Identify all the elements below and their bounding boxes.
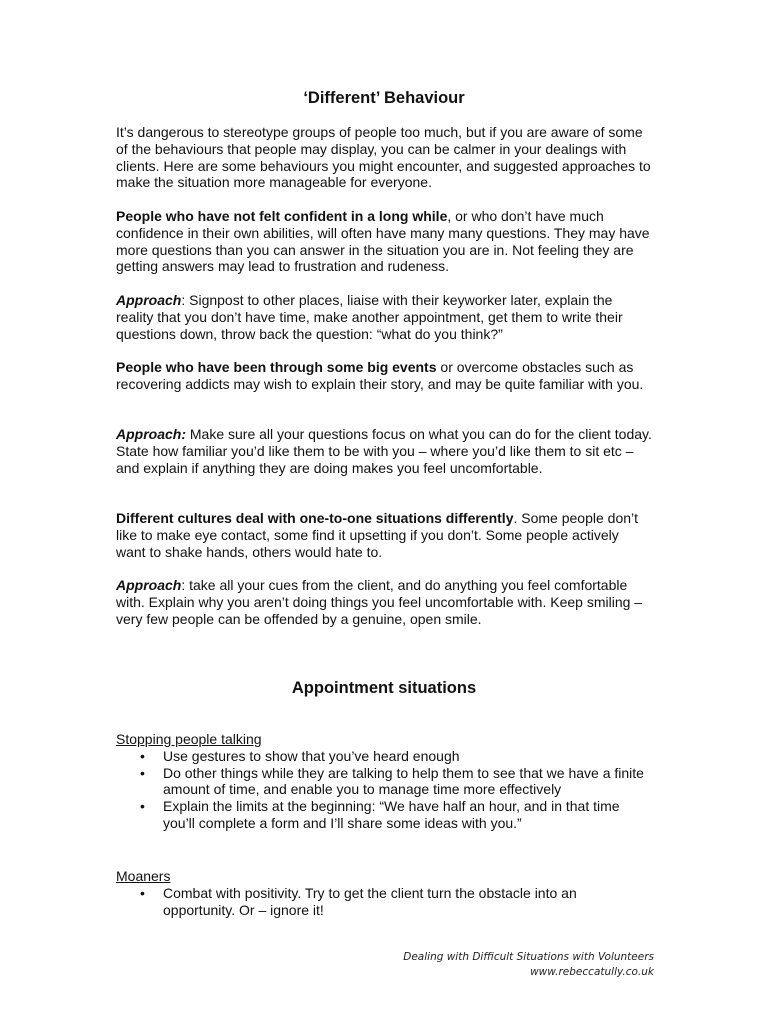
footer-url: www.rebeccatully.co.uk — [530, 966, 654, 978]
behaviour-text: . Some people don’t like to make eye contact, some find it upsetting if you don’t. Some people actively want to shake hands, others would hate to. — [116, 510, 639, 560]
section-title-appointment-situations: Appointment situations — [291, 679, 477, 697]
approach-label: Approach: — [116, 426, 186, 442]
approach-paragraph-1 — [116, 292, 652, 342]
behaviour-lead: People who have been through some big events — [116, 359, 437, 375]
approach-label: Approach — [116, 292, 182, 308]
approach-paragraph-3 — [116, 577, 652, 627]
approach-text: : Signpost to other places, liaise with their keyworker later, explain the reality that you don’t have time, make another appointment, get them to write their questions down, throw back the question: “what do you think?” — [116, 292, 623, 342]
behaviour-paragraph-2 — [116, 359, 652, 393]
bullet-list — [116, 748, 652, 832]
group-stopping-people-talking — [116, 731, 652, 832]
list-item: • Combat with positivity. Try to get the client turn the obstacle into an opportunity. Or – ignore it! — [140, 884, 577, 918]
bullet-icon: • — [140, 798, 145, 815]
behaviour-lead: Different cultures deal with one-to-one situations differently — [116, 510, 514, 526]
behaviour-lead: People who have not felt confident in a long while — [116, 208, 448, 224]
approach-paragraph-2 — [116, 426, 652, 476]
bullet-list — [116, 885, 652, 919]
behaviour-paragraph-3 — [116, 510, 652, 560]
list-item: • Use gestures to show that you’ve heard enough — [140, 747, 460, 764]
list-item: • Explain the limits at the beginning: “We have half an hour, and in that time you’ll complete a form and I’ll share some ideas with you.” — [140, 798, 620, 831]
behaviour-text: or overcome obstacles such as recovering addicts may wish to explain their story, and may be quite familiar with you. — [116, 359, 644, 392]
behaviour-text: , or who don’t have much confidence in their own abilities, will often have many many questions. They may have more questions than you can answer in the situation you are in. Not feeling they are getting answers may lead to frustration and rudeness. — [116, 208, 650, 275]
approach-text: : take all your cues from the client, and do anything you feel comfortable with. Explain why you aren’t doing things you feel uncomfortable with. Keep smiling – very few people can be offended by a genuine, open smile. — [116, 577, 643, 627]
approach-label: Approach — [116, 577, 182, 593]
group-heading: Stopping people talking — [116, 731, 262, 747]
approach-text: Make sure all your questions focus on what you can do for the client today. State how familiar you’d like them to be with you – where you’d like them to sit etc – and explain if anything they are doing makes you feel uncomfortable. — [116, 426, 652, 476]
list-item: • Do other things while they are talking to help them to see that we have a finite amount of time, and enable you to manage time more effectively — [140, 764, 644, 798]
bullet-icon: • — [140, 747, 145, 764]
page-footer — [403, 950, 654, 980]
group-heading: Moaners — [116, 868, 171, 884]
bullet-icon: • — [140, 884, 145, 901]
bullet-icon: • — [140, 764, 145, 781]
intro-text: It’s dangerous to stereotype groups of people too much, but if you are aware of some of the behaviours that people may display, you can be calmer in your dealings with clients. Here are some behaviours you might encounter, and suggested approaches to make the situation more manageable for everyone. — [116, 124, 651, 191]
behaviour-paragraph-1 — [116, 208, 652, 275]
group-moaners — [116, 868, 652, 918]
intro-paragraph — [116, 124, 652, 191]
footer-title: Dealing with Difficult Situations with Volunteers — [403, 951, 654, 963]
section-title-different-behaviour: ‘Different’ Behaviour — [303, 89, 465, 107]
